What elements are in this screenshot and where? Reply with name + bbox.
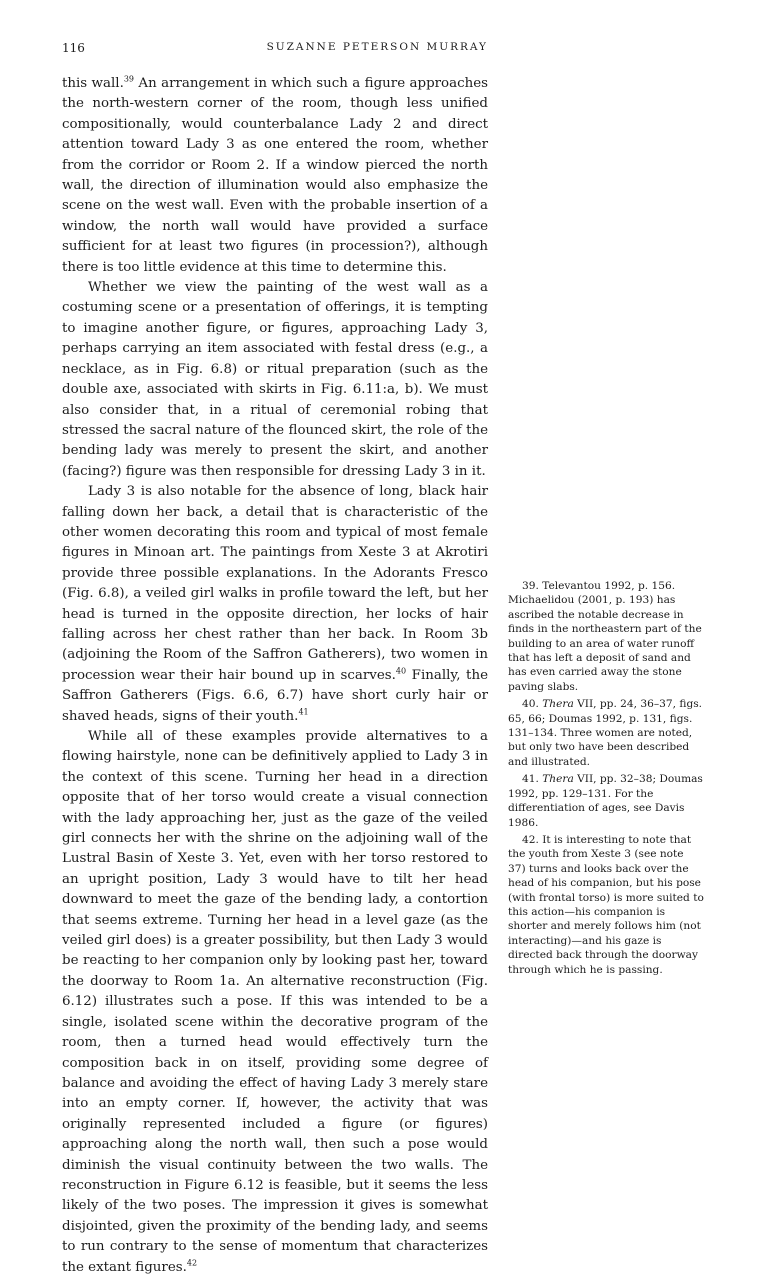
text-run: While all of these examples provide alternatives to a flowing hairstyle, none can be definitively applied to Lady 3 in the context of this scene. Turning her head in a direction opposite that of her torso would create a visual connection with the lady approaching her, just as the gaze of the veiled girl connects her with the shrine on the adjoining wall of the Lustral Basin of Xeste 3. Yet, even with her torso restored to an upright position, Lady 3 would have to tilt her head downward to meet the gaze of the bending lady, a contortion that seems extreme. Turning her head in a level gaze (as the veiled girl does) is a greater possibility, but then Lady 3 would be reacting to her companion only by looking past her, toward the doorway to Room 1a. An alternative reconstruction (Fig. 6.12) illustrates such a pose. If this was intended to be a single, isolated scene within the decorative program of the room, then a turned head would effectively turn the composition back in on itself, providing some degree of balance and avoiding the effect of having Lady 3 merely stare into an empty corner. If, however, the activity that was originally represented included a figure (or figures) approaching along the north wall, then such a pose would diminish the visual continuity between the two walls. The reconstruction in Figure 6.12 is feasible, but it seems the less likely of the two poses. The impression it gives is somewhat disjointed, given the proximity of the bending lady, and seems to run contrary to the sense of momentum that characterizes the extant figures. [62, 729, 488, 1275]
text-run: 40. [522, 698, 543, 711]
text-run: 41. [522, 773, 543, 786]
text-run: 42. It is interesting to note that the youth from Xeste 3 (see note 37) turns and looks back over the head of his companion, but his pose (with frontal torso) is more suited to this action—his companion is shorter and merely follows him (not interacting)—and his gaze is directed back through the doorway through which he is passing. [508, 833, 704, 976]
footnote-ref: 39 [123, 74, 135, 84]
italic-title: Thera [542, 698, 574, 711]
body-paragraph [62, 482, 488, 727]
page-number: 116 [62, 41, 85, 55]
footnote-ref: 42 [186, 1258, 198, 1268]
footnotes-column [508, 579, 704, 977]
text-run: An arrangement in which such a figure approaches the north-western corner of the room, though less unified compositionally, would counterbalance Lady 2 and direct attention toward Lady 3 as one entered the room, whether from the corridor or Room 2. If a window pierced the north wall, the direction of illumination would also emphasize the scene on the west wall. Even with the probable insertion of a window, the north wall would have provided a surface sufficient for at least two figures (in procession?), although there is too little evidence at this time to determine this. [62, 76, 489, 275]
text-run: 39. Televantou 1992, p. 156. Michaelidou (2001, p. 193) has ascribed the notable decrease in finds in the northeastern part of the building to an area of water runoff that has left a deposit of sand and has even carried away the stone paving slabs. [508, 580, 702, 693]
footnote-ref: 41 [298, 707, 309, 717]
running-header [62, 41, 488, 57]
body-paragraph [62, 74, 488, 278]
footnote-ref: 40 [395, 666, 407, 676]
footnote [508, 697, 704, 769]
footnote [508, 579, 704, 694]
footnote [508, 772, 704, 830]
running-head-author: SUZANNE PETERSON MURRAY [266, 41, 488, 53]
body-paragraph [62, 727, 488, 1278]
footnote [508, 833, 704, 977]
text-run: Lady 3 is also notable for the absence of long, black hair falling down her back, a detail that is characteristic of the other women decorating this room and typical of most female figures in Minoan art. The paintings from Xeste 3 at Akrotiri provide three possible explanations. In the Adorants Fresco (Fig. 6.8), a veiled girl walks in profile toward the left, but her head is turned in the opposite direction, her locks of hair falling across her chest rather than her back. In Room 3b (adjoining the Room of the Saffron Gatherers), two women in procession wear their hair bound up in scarves. [62, 484, 488, 683]
italic-title: Thera [542, 773, 574, 786]
text-run: Whether we view the painting of the west wall as a costuming scene or a presentation of offerings, it is tempting to imagine another figure, or figures, approaching Lady 3, perhaps carrying an item associated with festal dress (e.g., a necklace, as in Fig. 6.8) or ritual preparation (such as the double axe, associated with skirts in Fig. 6.11:a, b). We must also consider that, in a ritual of ceremonial robing that stressed the sacral nature of the flounced skirt, the role of the bending lady was merely to present the skirt, and another (facing?) figure was then responsible for dressing Lady 3 in it. [62, 280, 488, 479]
body-paragraph [62, 278, 488, 482]
text-run: Finally, the Saffron Gatherers (Figs. 6.6, 6.7) have short curly hair or shaved heads, signs of their youth. [62, 667, 488, 724]
text-run: this wall. [62, 76, 124, 91]
main-text-column [62, 74, 488, 1278]
text-run: VII, pp. 24, 36–37, figs. 65, 66; Doumas 1992, p. 131, figs. 131–134. Three women are noted, but only two have been described and illustrated. [508, 698, 703, 768]
text-run: VII, pp. 32–38; Doumas 1992, pp. 129–131. For the differentiation of ages, see Davis 1986. [508, 773, 703, 829]
